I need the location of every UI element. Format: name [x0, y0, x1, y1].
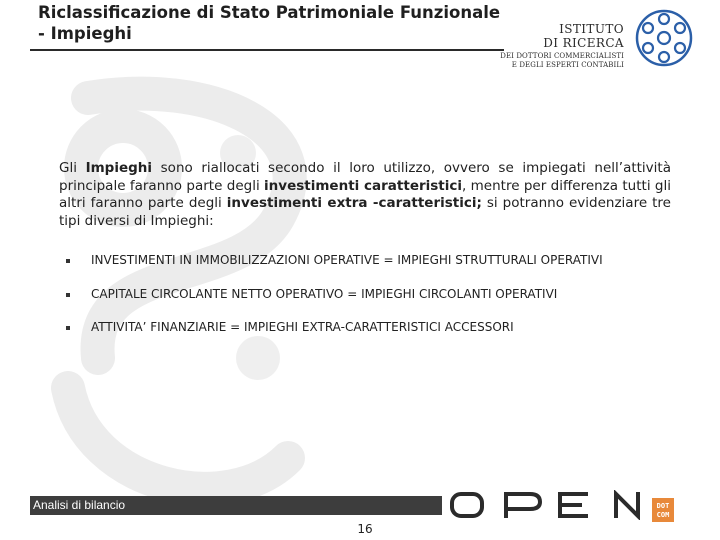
institute-line-3: DEI DOTTORI COMMERCIALISTI [500, 52, 624, 60]
bullet-marker-icon [66, 259, 70, 263]
dot-com-badge [652, 498, 674, 522]
open-logo-icon [448, 490, 648, 520]
bullet-text-1: INVESTIMENTI IN IMMOBILIZZAZIONI OPERATIVE = IMPIEGHI STRUTTURALI OPERATIVI [91, 253, 603, 267]
bullet-text-2: CAPITALE CIRCOLANTE NETTO OPERATIVO = IMPIEGHI CIRCOLANTI OPERATIVI [91, 286, 558, 301]
list-item [66, 288, 666, 302]
title-line-1: Riclassificazione di Stato Patrimoniale Funzionale [38, 3, 501, 22]
intro-text-3: , mentre per differenza tutti gli altri faranno parte degli [59, 177, 671, 211]
institute-line-1: ISTITUTO [559, 22, 624, 36]
intro-bold-impieghi: Impieghi [85, 160, 153, 176]
page-number: 16 [357, 522, 373, 536]
badge-line-2: COM [656, 511, 670, 519]
intro-paragraph [59, 160, 671, 230]
institute-line-4: E DEGLI ESPERTI CONTABILI [511, 61, 624, 69]
institute-line-2: DI RICERCA [543, 36, 624, 50]
bullet-text-3: ATTIVITA’ FINANZIARIE = IMPIEGHI EXTRA-CARATTERISTICI ACCESSORI [91, 320, 514, 334]
intro-text-1: Gli [59, 160, 86, 176]
page-title [38, 2, 508, 44]
intro-text-2: sono riallocati secondo il loro utilizzo, ovvero se impiegati nell’attività principale faranno parte degli [59, 160, 671, 194]
title-divider [30, 49, 504, 51]
footer-label: Analisi di bilancio [33, 498, 126, 512]
title-line-2: - Impieghi [38, 24, 132, 43]
bullet-marker-icon [66, 326, 70, 330]
institute-logo-text [500, 22, 624, 70]
badge-line-1: DOT [656, 502, 670, 510]
intro-bold-caratteristici: investimenti caratteristici [264, 177, 463, 194]
list-item [66, 254, 666, 268]
intro-bold-extra: investimenti extra -caratteristici; [226, 195, 482, 211]
bullet-list [66, 254, 666, 355]
bullet-marker-icon [66, 293, 70, 297]
list-item [66, 321, 666, 335]
intro-text-4: si potranno evidenziare tre tipi diversi di Impieghi: [59, 195, 671, 229]
institute-mark-icon [634, 8, 694, 68]
